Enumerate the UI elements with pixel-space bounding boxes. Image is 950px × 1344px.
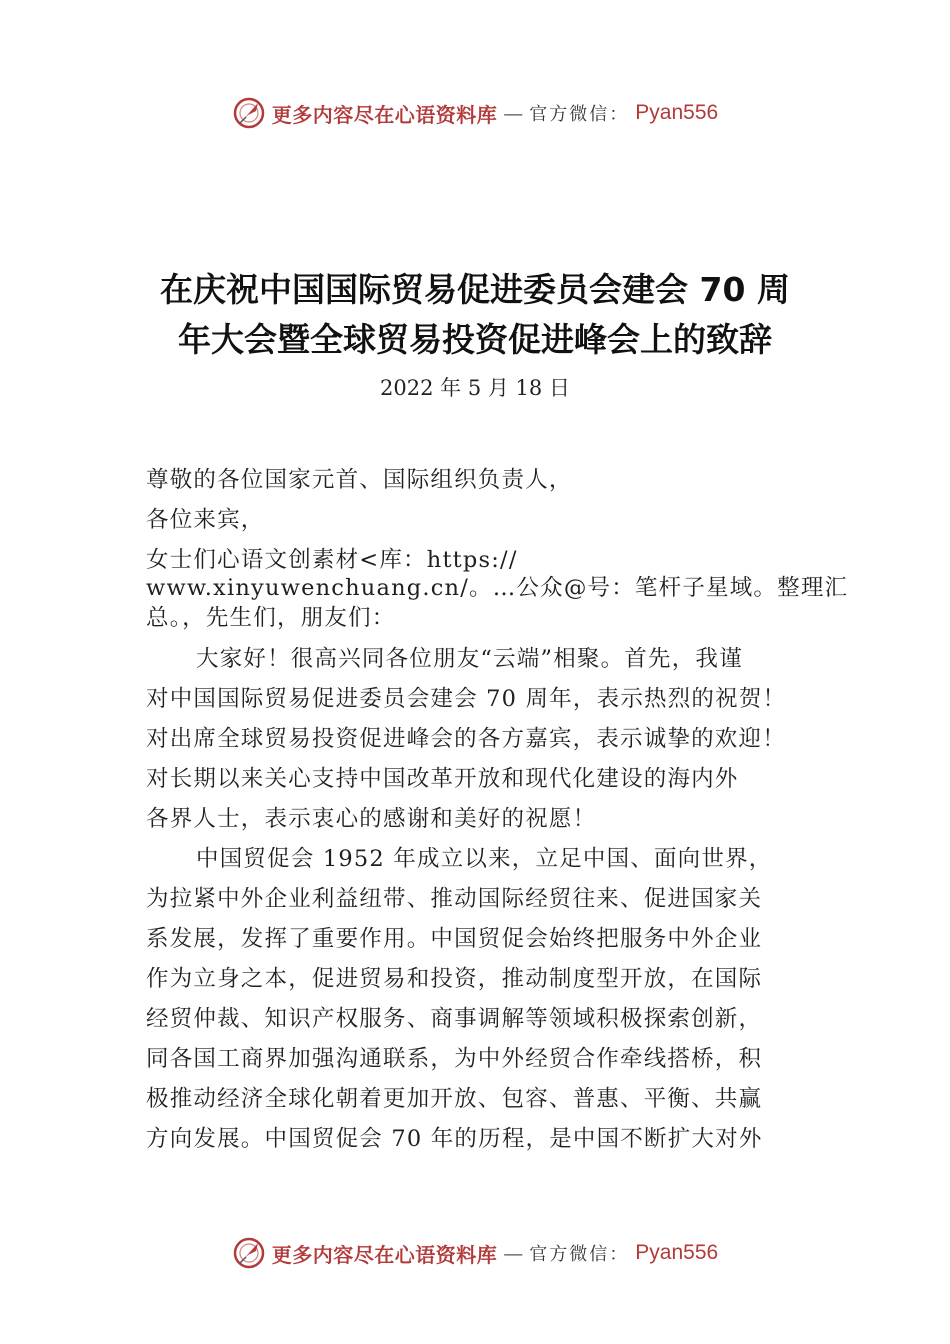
document-date: 2022 年 5 月 18 日 xyxy=(380,376,570,400)
body-line: 对中国国际贸易促进委员会建会 70 周年，表示热烈的祝贺！ xyxy=(146,686,787,712)
body-line: 中国贸促会 1952 年成立以来，立足中国、面向世界， xyxy=(196,846,773,872)
body-line: 同各国工商界加强沟通联系，为中外经贸合作牵线搭桥，积 xyxy=(146,1046,763,1072)
body-line: www.xinyuwenchuang.cn/。…公众@号：笔杆子星域。整理汇 xyxy=(146,575,849,601)
body-line: 各界人士，表示衷心的感谢和美好的祝愿！ xyxy=(146,806,597,832)
body-line: 极推动经济全球化朝着更加开放、包容、普惠、平衡、共赢 xyxy=(146,1086,763,1112)
banner-wechat-label: 官方微信： xyxy=(529,1244,630,1265)
body-line: 尊敬的各位国家元首、国际组织负责人， xyxy=(146,467,573,493)
body-line: 女士们心语文创素材<库：https:// xyxy=(146,547,518,573)
header-banner xyxy=(0,95,950,131)
body-line: 作为立身之本，促进贸易和投资，推动制度型开放，在国际 xyxy=(146,966,763,992)
quill-logo-icon xyxy=(232,1236,266,1270)
body-line: 对长期以来关心支持中国改革开放和现代化建设的海内外 xyxy=(146,766,739,792)
body-line: 各位来宾， xyxy=(146,507,265,533)
document-title-line-1: 在庆祝中国国际贸易促进委员会建会 70 周 xyxy=(160,270,790,309)
document-title-line-2: 年大会暨全球贸易投资促进峰会上的致辞 xyxy=(178,320,772,359)
body-line: 对出席全球贸易投资促进峰会的各方嘉宾，表示诚挚的欢迎！ xyxy=(146,726,786,752)
quill-logo-icon xyxy=(232,96,266,130)
body-line: 为拉紧中外企业利益纽带、推动国际经贸往来、促进国家关 xyxy=(146,886,763,912)
banner-separator: — xyxy=(503,101,524,125)
banner-wechat-label: 官方微信： xyxy=(529,104,630,125)
banner-slogan: 更多内容尽在心语资料库 xyxy=(271,102,498,127)
banner-separator: — xyxy=(503,1241,524,1265)
banner-wechat-id: Pyan556 xyxy=(635,101,719,124)
body-line: 系发展，发挥了重要作用。中国贸促会始终把服务中外企业 xyxy=(146,926,763,952)
banner-slogan: 更多内容尽在心语资料库 xyxy=(271,1242,498,1267)
footer-banner xyxy=(0,1235,950,1271)
body-line: 大家好！很高兴同各位朋友“云端”相聚。首先，我谨 xyxy=(196,646,743,672)
banner-wechat-id: Pyan556 xyxy=(635,1241,719,1264)
body-line: 总。，先生们，朋友们： xyxy=(146,605,396,631)
body-line: 经贸仲裁、知识产权服务、商事调解等领域积极探索创新， xyxy=(146,1006,763,1032)
body-line: 方向发展。中国贸促会 70 年的历程，是中国不断扩大对外 xyxy=(146,1126,763,1152)
